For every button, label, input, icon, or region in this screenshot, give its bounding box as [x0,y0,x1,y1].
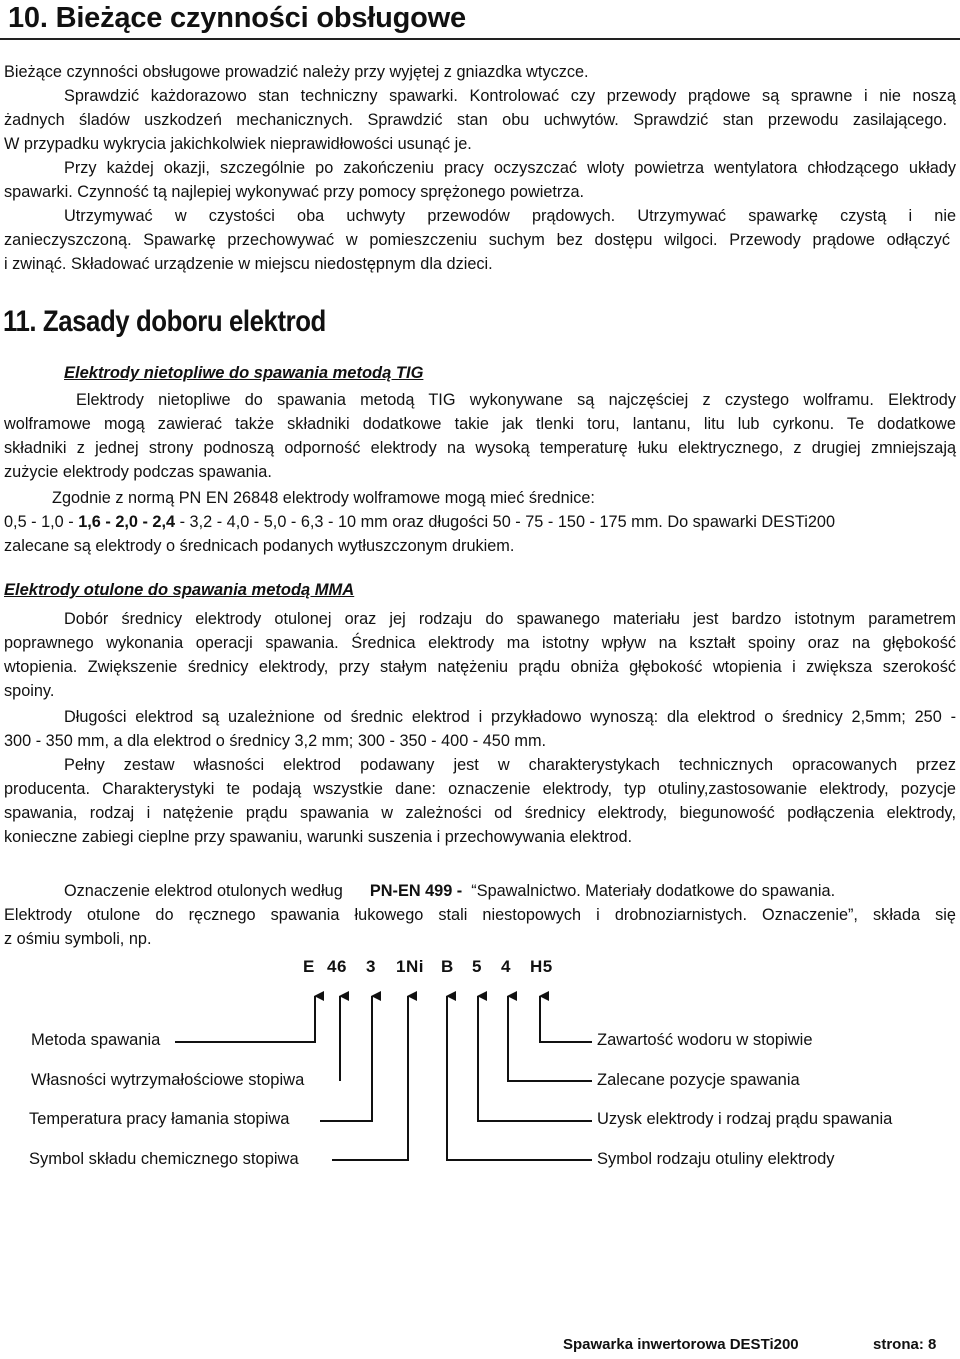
paragraph-line: wtopienia. Zwiększenie średnicy elektrody, przy stałym natężeniu prądu obniża głębokość wtopienia i zwiększa szerokość [4,658,956,676]
paragraph-line: spoiny. [4,682,55,700]
paragraph-line: Elektrody nietopliwe do spawania metodą TIG wykonywane są najczęściej z czystego wolframu. Elektrody [76,391,956,409]
label-pozycje: Zalecane pozycje spawania [597,1071,800,1089]
designation-symbol: H5 [530,957,553,976]
paragraph-line: Utrzymywać w czystości oba uchwyty przewodów prądowych. Utrzymywać spawarkę czystą i nie [64,207,956,225]
designation-symbol: 4 [501,957,511,976]
section-10-heading: 10. Bieżące czynności obsługowe [8,2,466,34]
label-temperatura: Temperatura pracy łamania stopiwa [29,1110,290,1128]
paragraph-line: zanieczyszczoną. Spawarkę przechowywać w pomieszczeniu suchym bez dostępu wilgoci. Przewody prądowe odłączyć [4,231,950,249]
diameter-bold: 1,6 - 2,0 - 2,4 [78,513,176,531]
label-sklad-chemiczny: Symbol składu chemicznego stopiwa [29,1150,299,1168]
label-uzysk: Uzysk elektrody i rodzaj prądu spawania [597,1110,893,1128]
arrow-skladu [332,996,408,1160]
paragraph-line: Długości elektrod są uzależnione od średnic elektrod i przykładowo wynoszą: dla elektrod o średnicy 2,5mm; 250 - [64,708,956,726]
paragraph-line: W przypadku wykrycia jakichkolwiek nieprawidłowości usunąć je. [4,135,472,153]
arrow-metoda [175,996,315,1042]
arrow-pozycje [508,996,592,1081]
paragraph-line: żadnych śladów uszkodzeń mechanicznych. Sprawdzić stan obu uchwytów. Sprawdzić stan przewodu zasilającego. [4,111,947,129]
paragraph-line: Elektrody otulone do ręcznego spawania łukowego stali niestopowych i drobnoziarnistych. Oznaczenie”, składa się [4,906,956,924]
paragraph-line: 300 - 350 mm, a dla elektrod o średnicy 3,2 mm; 300 - 350 - 400 - 450 mm. [4,732,547,750]
paragraph-line: i zwinąć. Składować urządzenie w miejscu niedostępnym dla dzieci. [4,255,493,273]
designation-symbol: 1Ni [396,957,424,976]
paragraph-line: producenta. Charakterystyki te podają wszystkie dane: oznaczenie elektrody, typ otuliny,zastosowanie elektrody, pozycje [4,780,956,798]
arrow-wodoru [540,996,592,1042]
paragraph-line: Dobór średnicy elektrody otulonej oraz jej rodzaju do spawanego materiału jest bardzo istotnym parametrem [64,610,956,628]
paragraph-line: zużycie elektrody podczas spawania. [4,463,272,481]
paragraph-line: konieczne zabiegi cieplne przy spawaniu, warunki suszenia i przechowywania elektrod. [4,828,633,846]
designation-symbol: E [303,957,315,976]
label-wlasnosci: Własności wytrzymałościowe stopiwa [31,1071,305,1089]
designation-symbol: 5 [472,957,482,976]
arrow-uzysk [478,996,592,1121]
label-metoda-spawania: Metoda spawania [31,1031,161,1049]
paragraph-line: spawania, rodzaj i natężenie prądu spawania w zależności od średnicy elektrody, biegunowość podłączenia elektrody, [4,804,956,822]
paragraph-line: Pełny zestaw własności elektrod podawany jest w charakterystykach technicznych opracowanych przez [64,756,956,774]
designation-symbol: 3 [366,957,376,976]
paragraph-line: Bieżące czynności obsługowe prowadzić należy przy wyjętej z gniazdka wtyczce. [4,63,589,81]
designation-intro-text: Oznaczenie elektrod otulonych według [64,882,343,900]
designation-symbol: B [441,957,454,976]
paragraph-line: składniki z jednej strony podnoszą odporność elektrody na wysoką temperaturę łuku elektrycznego, z drugiej zmniejszają [4,439,956,457]
paragraph-line: z ośmiu symboli, np. [4,930,152,948]
paragraph-line: spawarki. Czynność tą najlepiej wykonywać przy pomocy sprężonego powietrza. [4,183,585,201]
footer-page-number: strona: 8 [873,1336,937,1353]
paragraph-line: Przy każdej okazji, szczególnie po zakończeniu pracy oczyszczać wloty powietrza wentylatora chłodzącego układy [64,159,956,177]
label-otulina: Symbol rodzaju otuliny elektrody [597,1150,835,1168]
paragraph-line: Zgodnie z normą PN EN 26848 elektrody wolframowe mogą mieć średnice: [52,489,595,507]
standard-number: PN-EN 499 - [369,882,463,900]
designation-symbol: 46 [327,957,347,976]
mma-subheading: Elektrody otulone do spawania metodą MMA [4,581,355,599]
label-wodor: Zawartość wodoru w stopiwie [597,1031,813,1049]
paragraph-line: poprawnego wykonania operacji spawania. Średnica elektrody ma istotny wpływ na kształt spoiny oraz na głębokość [4,634,956,652]
diameter-text: 0,5 - 1,0 - [4,513,79,531]
paragraph-line: zalecane są elektrody o średnicach podanych wytłuszczonym drukiem. [4,537,515,555]
diameter-text: - 3,2 - 4,0 - 5,0 - 6,3 - 10 mm oraz długości 50 - 75 - 150 - 175 mm. Do spawarki DESTi200 [175,513,836,531]
footer-title: Spawarka inwertorowa DESTi200 [563,1336,799,1353]
paragraph-line: wolframowe mogą zawierać także składniki dodatkowe takie jak tlenki toru, lantanu, litu lub cyrkonu. Te dodatkowe [4,415,956,433]
arrow-otuliny [447,996,592,1160]
section-11-heading: 11. Zasady doboru elektrod [3,305,326,338]
tig-subheading: Elektrody nietopliwe do spawania metodą TIG [64,364,424,382]
standard-title: “Spawalnictwo. Materiały dodatkowe do spawania. [471,882,836,900]
arrow-temperatura [320,996,372,1121]
paragraph-line: Sprawdzić każdorazowo stan techniczny spawarki. Kontrolować czy przewody prądowe są sprawne i nie noszą [64,87,956,105]
